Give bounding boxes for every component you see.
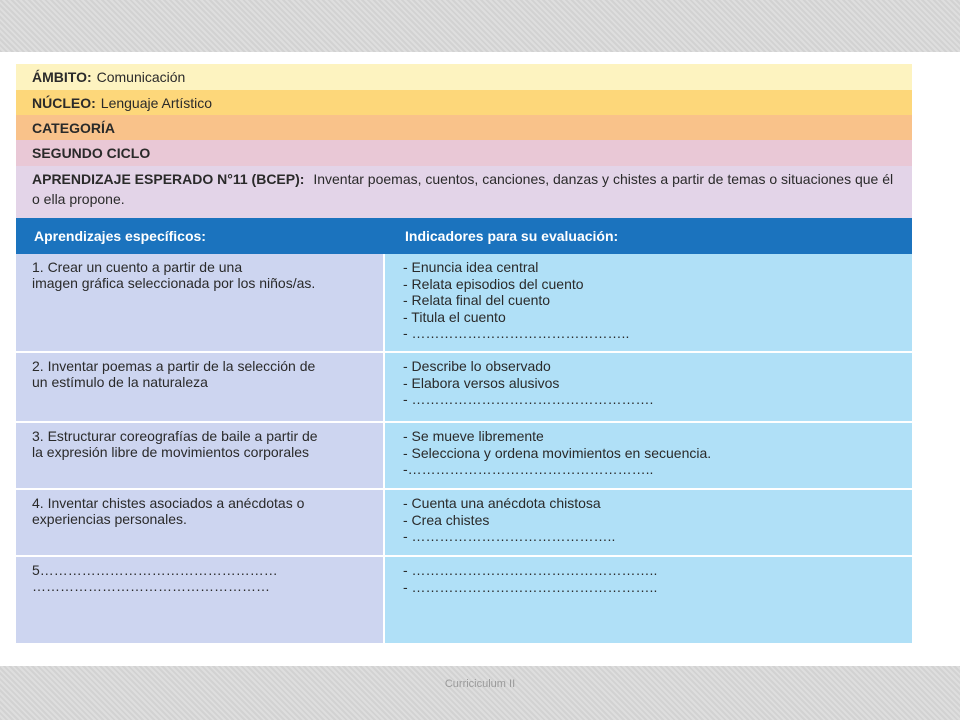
aprendizaje-esperado-row: [16, 166, 912, 218]
indicadores-cell: [385, 490, 912, 555]
ciclo-row: [16, 140, 912, 166]
indicador-item: - Relata episodios del cuento: [403, 275, 584, 292]
aprendizaje-label: APRENDIZAJE ESPERADO N°11 (BCEP):: [32, 171, 305, 187]
nucleo-value: Lenguaje Artístico: [100, 94, 213, 111]
table-header: [16, 218, 912, 254]
column-header-aprendizajes: Aprendizajes específicos:: [34, 228, 206, 244]
slide-footer: Curriciculum II: [444, 678, 516, 690]
ambito-label: ÁMBITO:: [32, 69, 92, 85]
indicador-item: - Crea chistes: [403, 511, 490, 528]
aprendizaje-cell: 2. Inventar poemas a partir de la selección de un estímulo de la naturaleza: [16, 353, 385, 421]
indicadores-cell: [385, 423, 912, 488]
indicador-item: - Cuenta una anécdota chistosa: [403, 495, 601, 511]
table-row: [16, 353, 912, 423]
indicadores-cell: [385, 557, 912, 643]
ambito-value: Comunicación: [96, 69, 186, 85]
indicador-item: -……………………………………………..: [403, 461, 654, 477]
indicador-item: - Se mueve libremente: [403, 428, 544, 444]
table-row: [16, 490, 912, 557]
indicador-item: - ……………………………………………..: [403, 578, 658, 595]
aprendizaje-cell: 1. Crear un cuento a partir de una imagen gráfica seleccionada por los niños/as.: [16, 254, 385, 351]
slide-bottom-band: [0, 666, 960, 720]
aprendizaje-cell: 3. Estructurar coreografías de baile a partir de la expresión libre de movimientos corporales: [16, 423, 385, 488]
indicador-item: - ……………………………………..: [403, 528, 616, 544]
indicador-item: - Elabora versos alusivos: [403, 374, 560, 391]
slide-canvas: [0, 52, 960, 666]
indicador-item: - Titula el cuento: [403, 308, 506, 325]
ciclo-label: SEGUNDO CICLO: [32, 145, 151, 161]
nucleo-label: NÚCLEO:: [32, 94, 96, 111]
categoria-row: [16, 115, 912, 140]
indicador-item: - ………………………………………..: [403, 325, 630, 341]
ambito-row: [16, 64, 912, 90]
indicadores-cell: [385, 254, 912, 351]
indicador-item: - Enuncia idea central: [403, 259, 539, 275]
column-header-indicadores: Indicadores para su evaluación:: [405, 228, 619, 244]
aprendizaje-cell: 4. Inventar chistes asociados a anécdotas o experiencias personales.: [16, 490, 385, 555]
table-row: [16, 254, 912, 353]
indicador-item: - ……………………………………………..: [403, 562, 658, 578]
indicador-item: - Relata final del cuento: [403, 292, 551, 308]
indicador-item: - Selecciona y ordena movimientos en secuencia.: [403, 444, 712, 461]
table-row: [16, 557, 912, 643]
indicadores-cell: [385, 353, 912, 421]
indicador-item: - …………………………………………….: [403, 391, 654, 407]
table-row: [16, 423, 912, 490]
nucleo-row: [16, 90, 912, 115]
indicador-item: - Describe lo observado: [403, 358, 551, 374]
aprendizaje-value: Inventar poemas, cuentos, canciones, danzas y chistes a partir de temas o situaciones que él o ella propone.: [32, 171, 894, 207]
slide-top-band: [0, 0, 960, 52]
categoria-label: CATEGORÍA: [32, 119, 115, 136]
aprendizaje-cell: 5…………………………………………… ……………………………………………: [16, 557, 385, 643]
curriculum-table: [16, 64, 912, 643]
